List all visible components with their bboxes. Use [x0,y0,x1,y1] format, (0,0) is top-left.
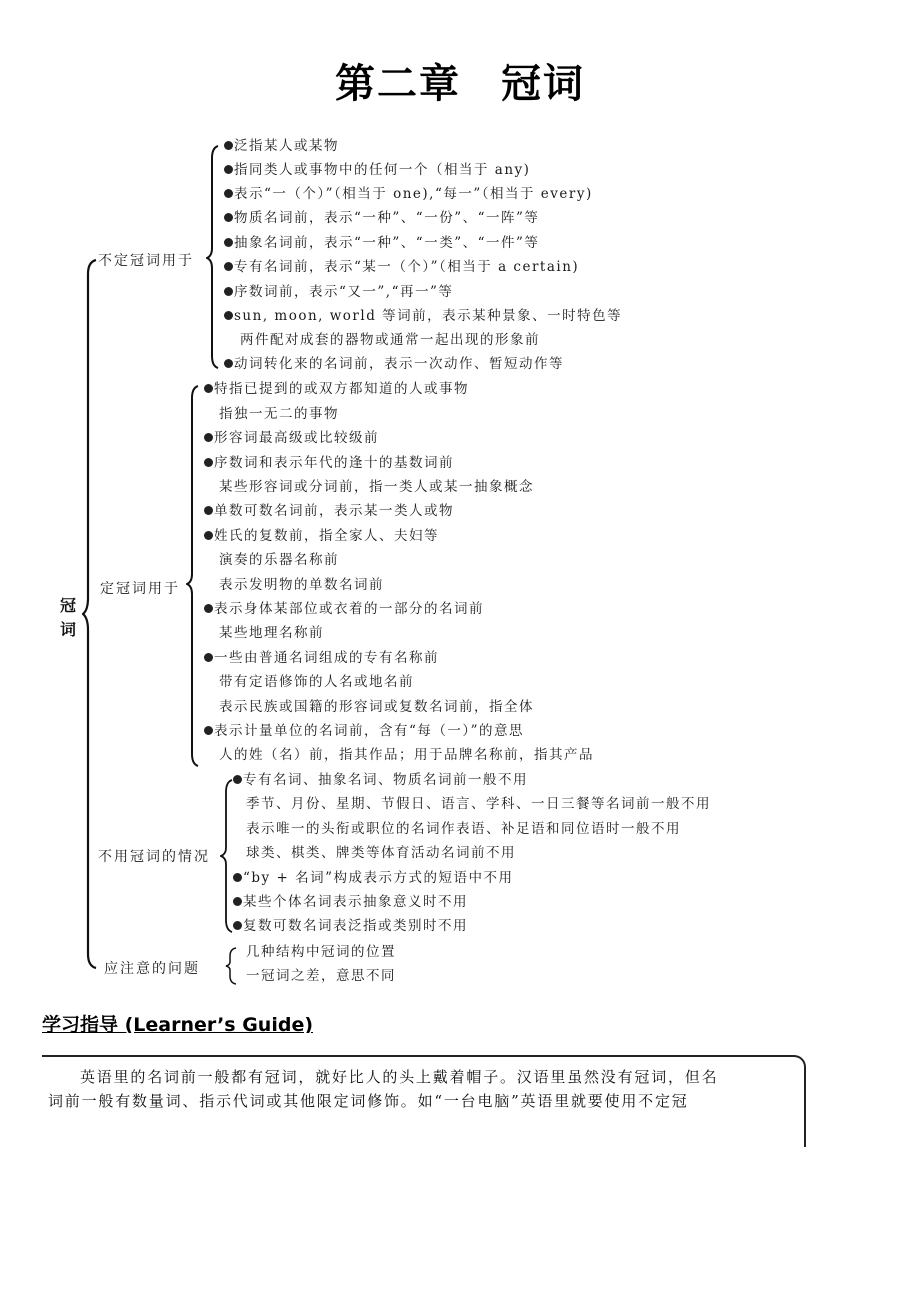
guide-paragraph-line-1: 英语里的名词前一般都有冠词，就好比人的头上戴着帽子。汉语里虽然没有冠词，但名 [80,1068,719,1086]
list-item: 表示计量单位的名词前，含有“每（一）”的意思 [204,723,524,739]
list-item: 动词转化来的名词前，表示一次动作、暂短动作等 [224,356,564,372]
list-item: 单数可数名词前，表示某一类人或物 [204,503,454,519]
bullet-icon [204,531,213,540]
list-item: 表示民族或国籍的形容词或复数名词前，指全体 [219,699,534,715]
bullet-icon [224,359,233,368]
list-item: sun, moon, world 等词前，表示某种景象、一时特色等 [224,308,622,324]
definite-brace-icon [186,384,200,768]
list-item: 一些由普通名词组成的专有名称前 [204,650,439,666]
notes-label: 应注意的问题 [104,961,200,977]
bullet-icon [204,604,213,613]
bullet-icon [233,921,242,930]
list-item: 某些地理名称前 [219,625,324,641]
list-item: 表示发明物的单数名词前 [219,577,384,593]
bullet-icon [204,726,213,735]
list-item: “by + 名词”构成表示方式的短语中不用 [233,870,513,886]
list-item: 复数可数名词表泛指或类别时不用 [233,918,468,934]
indefinite-brace-icon [206,144,220,370]
chapter-number: 第二章 [335,61,461,107]
list-item: 表示“一（个）”（相当于 one),“每一”（相当于 every) [224,186,593,202]
bullet-icon [224,311,233,320]
bullet-icon [224,189,233,198]
no-article-brace-icon [220,778,234,934]
list-item: 人的姓（名）前，指其作品；用于品牌名称前，指其产品 [219,747,594,763]
list-item: 表示唯一的头衔或职位的名词作表语、补足语和同位语时一般不用 [246,821,681,837]
root-label: 冠词 [60,596,77,639]
bullet-icon [224,287,233,296]
bullet-icon [233,873,242,882]
list-item: 季节、月份、星期、节假日、语言、学科、一日三餐等名词前一般不用 [246,796,711,812]
list-item: 序数词和表示年代的逢十的基数词前 [204,455,454,471]
chapter-title [0,52,920,109]
chapter-topic: 冠词 [501,61,585,107]
definite-label: 定冠词用于 [100,581,180,597]
bullet-icon [204,384,213,393]
list-item: 几种结构中冠词的位置 [246,944,396,960]
list-item: 两件配对成套的器物或通常一起出现的形象前 [240,332,540,348]
indefinite-label: 不定冠词用于 [98,253,194,269]
list-item: 一冠词之差，意思不同 [246,968,396,984]
bullet-icon [233,775,242,784]
list-item: 某些个体名词表示抽象意义时不用 [233,894,468,910]
list-item: 姓氏的复数前，指全家人、夫妇等 [204,528,439,544]
list-item: 专有名词前，表示“某一（个）”（相当于 a certain) [224,259,579,275]
bullet-icon [204,458,213,467]
guide-heading: 学习指导 (Learner’s Guide) [42,1014,314,1033]
no-article-label: 不用冠词的情况 [98,849,210,865]
bullet-icon [204,506,213,515]
bullet-icon [224,213,233,222]
list-item: 指独一无二的事物 [219,406,339,422]
bullet-icon [224,165,233,174]
list-item: 物质名词前，表示“一种”、“一份”、“一阵”等 [224,210,539,226]
bullet-icon [204,433,213,442]
list-item: 特指已提到的或双方都知道的人或事物 [204,381,469,397]
bullet-icon [224,141,233,150]
list-item: 抽象名词前，表示“一种”、“一类”、“一件”等 [224,235,539,251]
list-item: 泛指某人或某物 [224,138,339,154]
notes-brace-icon [224,946,238,986]
list-item: 带有定语修饰的人名或地名前 [219,674,414,690]
bullet-icon [224,238,233,247]
bullet-icon [204,653,213,662]
list-item: 球类、棋类、牌类等体育活动名词前不用 [246,845,516,861]
list-item: 专有名词、抽象名词、物质名词前一般不用 [233,772,528,788]
list-item: 指同类人或事物中的任何一个（相当于 any) [224,162,530,178]
list-item: 表示身体某部位或衣着的一部分的名词前 [204,601,484,617]
list-item: 形容词最高级或比较级前 [204,430,379,446]
list-item: 序数词前，表示“又一”,“再一”等 [224,284,453,300]
root-brace-icon [82,258,98,970]
list-item: 演奏的乐器名称前 [219,552,339,568]
bullet-icon [233,897,242,906]
bullet-icon [224,262,233,271]
guide-paragraph-line-2: 词前一般有数量词、指示代词或其他限定词修饰。如“一台电脑”英语里就要使用不定冠 [48,1092,689,1110]
list-item: 某些形容词或分词前，指一类人或某一抽象概念 [219,479,534,495]
